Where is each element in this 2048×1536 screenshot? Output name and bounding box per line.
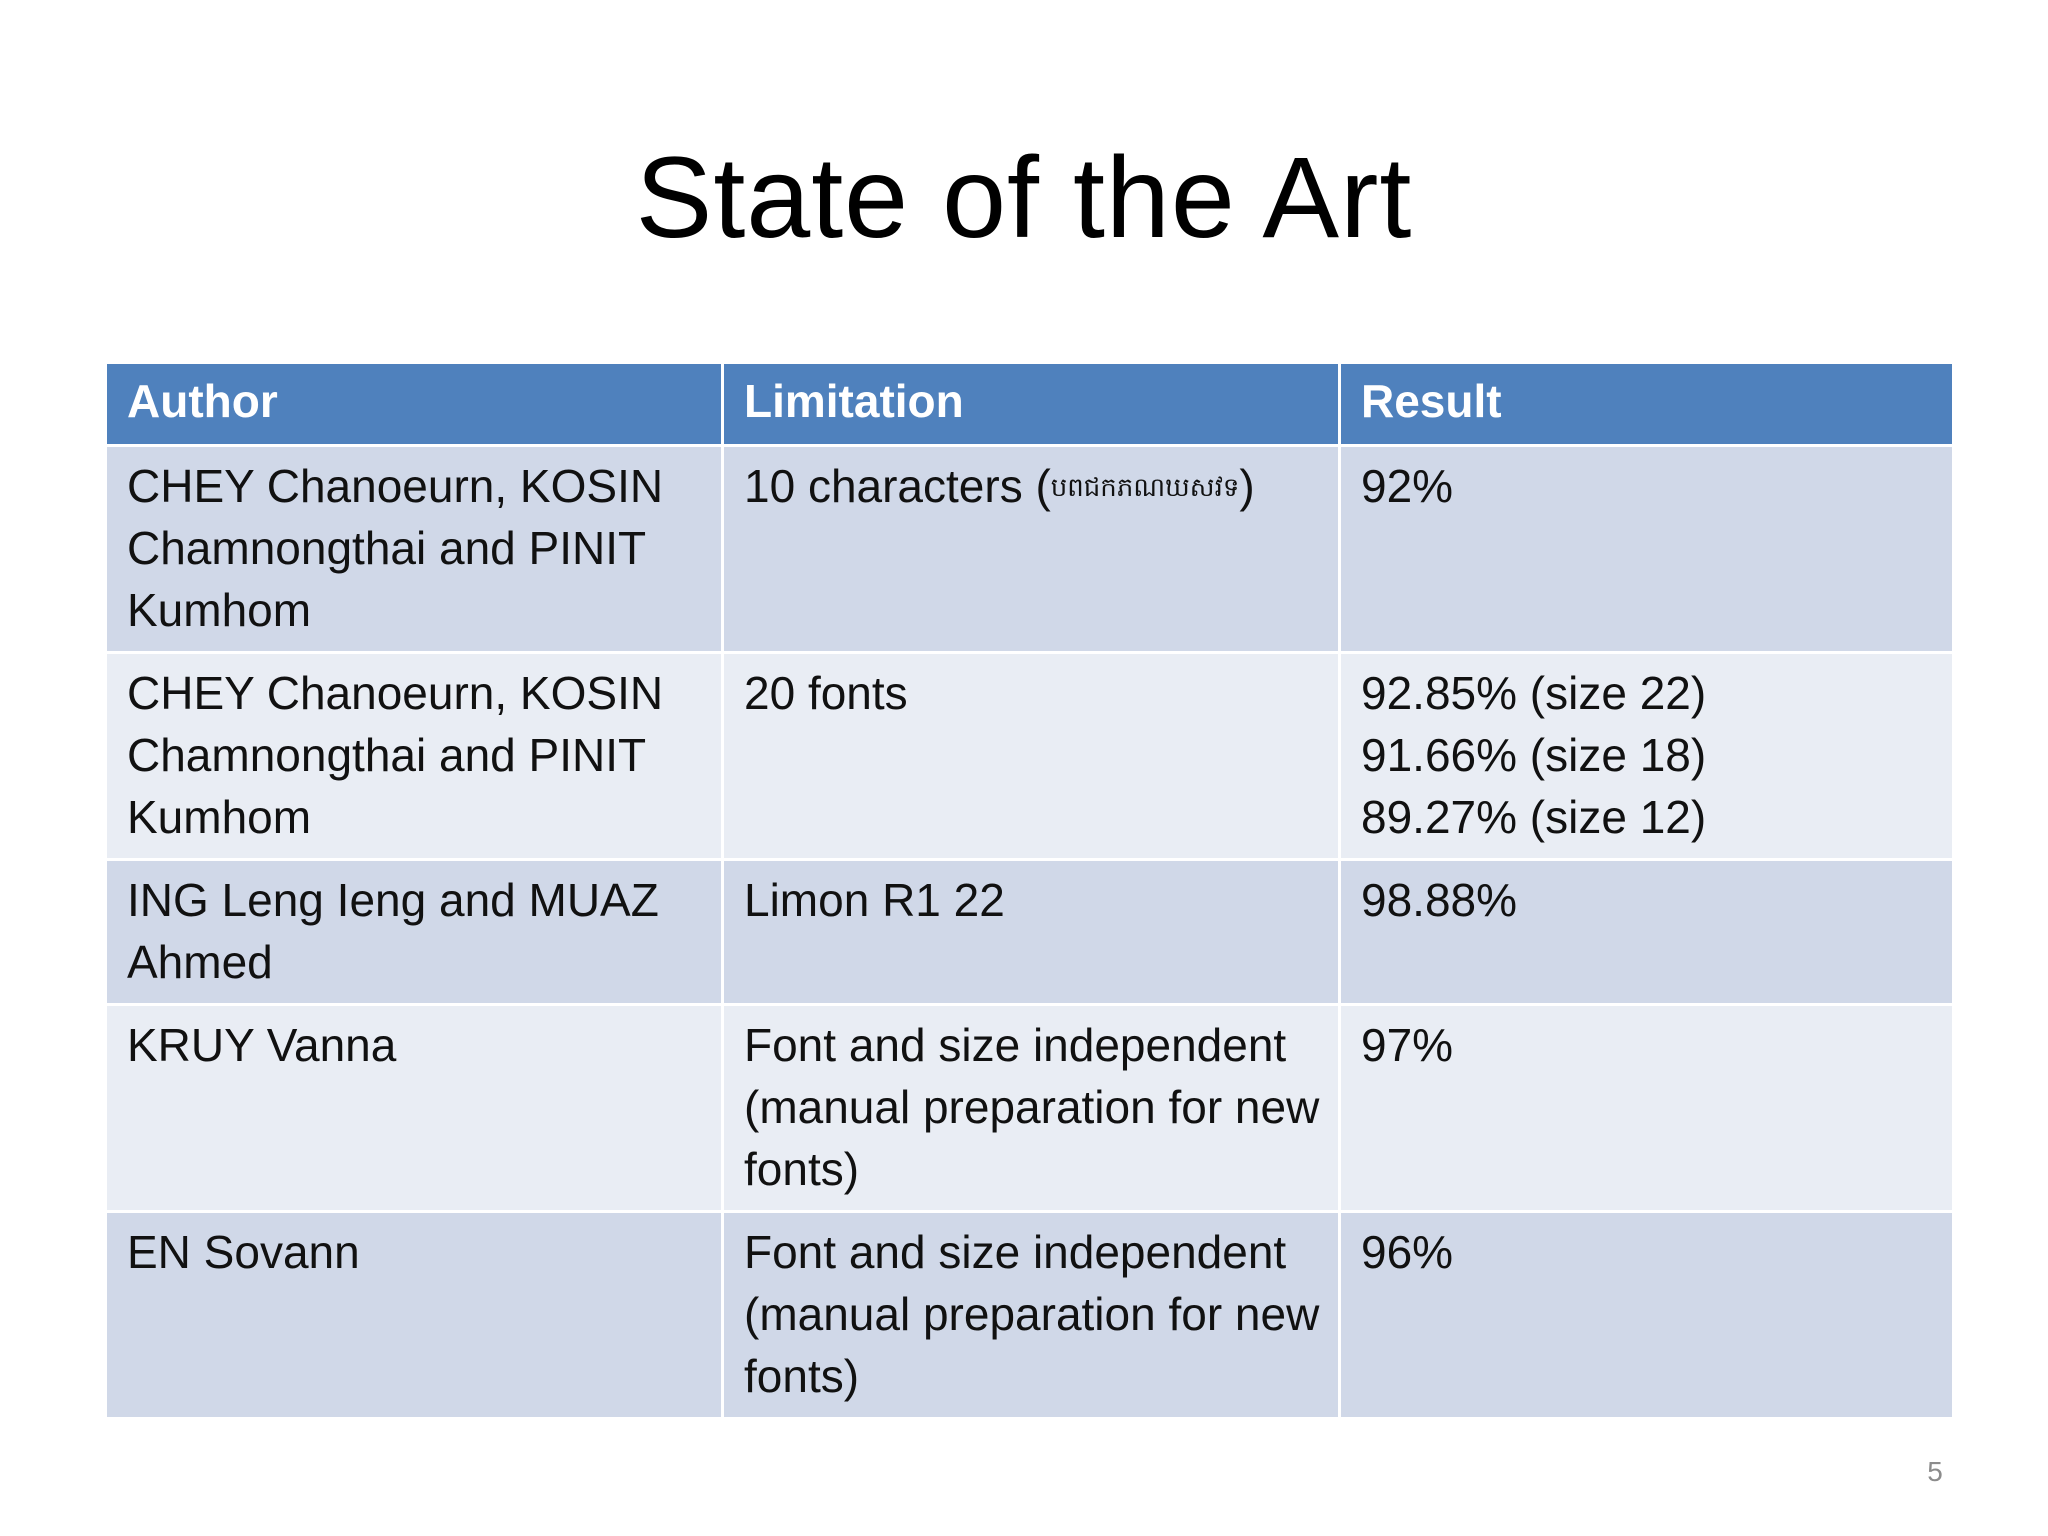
limitation-cell: Font and size independent (manual preparation for new fonts) bbox=[723, 1005, 1340, 1212]
author-cell: EN Sovann bbox=[106, 1212, 723, 1419]
table-header-row bbox=[106, 363, 1954, 446]
author-cell: CHEY Chanoeurn, KOSIN Chamnongthai and PINIT Kumhom bbox=[106, 446, 723, 653]
table-row bbox=[106, 653, 1954, 860]
table-row bbox=[106, 860, 1954, 1005]
khmer-characters: បពជកភណឃសវទ bbox=[1050, 472, 1240, 502]
result-cell bbox=[1340, 446, 1954, 653]
limitation-cell: Limon R1 22 bbox=[723, 860, 1340, 1005]
table-row bbox=[106, 1005, 1954, 1212]
result-value: 96% bbox=[1361, 1226, 1454, 1278]
result-cell bbox=[1340, 1005, 1954, 1212]
limitation-cell: 20 fonts bbox=[723, 653, 1340, 860]
state-of-the-art-table-container bbox=[104, 361, 1952, 1420]
author-cell: KRUY Vanna bbox=[106, 1005, 723, 1212]
result-cell bbox=[1340, 1212, 1954, 1419]
result-value: 98.88% bbox=[1361, 874, 1518, 926]
header-result: Result bbox=[1340, 363, 1954, 446]
author-cell: ING Leng Ieng and MUAZ Ahmed bbox=[106, 860, 723, 1005]
result-cell bbox=[1340, 653, 1954, 860]
header-limitation: Limitation bbox=[723, 363, 1340, 446]
limitation-cell bbox=[723, 446, 1340, 653]
result-value: 89.27% (size 12) bbox=[1361, 791, 1707, 843]
result-value: 92% bbox=[1361, 460, 1454, 512]
result-cell bbox=[1340, 860, 1954, 1005]
table-row bbox=[106, 1212, 1954, 1419]
author-cell: CHEY Chanoeurn, KOSIN Chamnongthai and PINIT Kumhom bbox=[106, 653, 723, 860]
page-number: 5 bbox=[1927, 1456, 1943, 1487]
limitation-cell: Font and size independent (manual preparation for new fonts) bbox=[723, 1212, 1340, 1419]
result-value: 91.66% (size 18) bbox=[1361, 729, 1707, 781]
limitation-text-end: ) bbox=[1239, 460, 1255, 512]
result-value: 97% bbox=[1361, 1019, 1454, 1071]
result-value: 92.85% (size 22) bbox=[1361, 667, 1707, 719]
table-row bbox=[106, 446, 1954, 653]
state-of-the-art-table bbox=[104, 361, 1955, 1420]
slide-title: State of the Art bbox=[635, 134, 1413, 262]
header-author: Author bbox=[106, 363, 723, 446]
limitation-text: 10 characters ( bbox=[744, 460, 1051, 512]
